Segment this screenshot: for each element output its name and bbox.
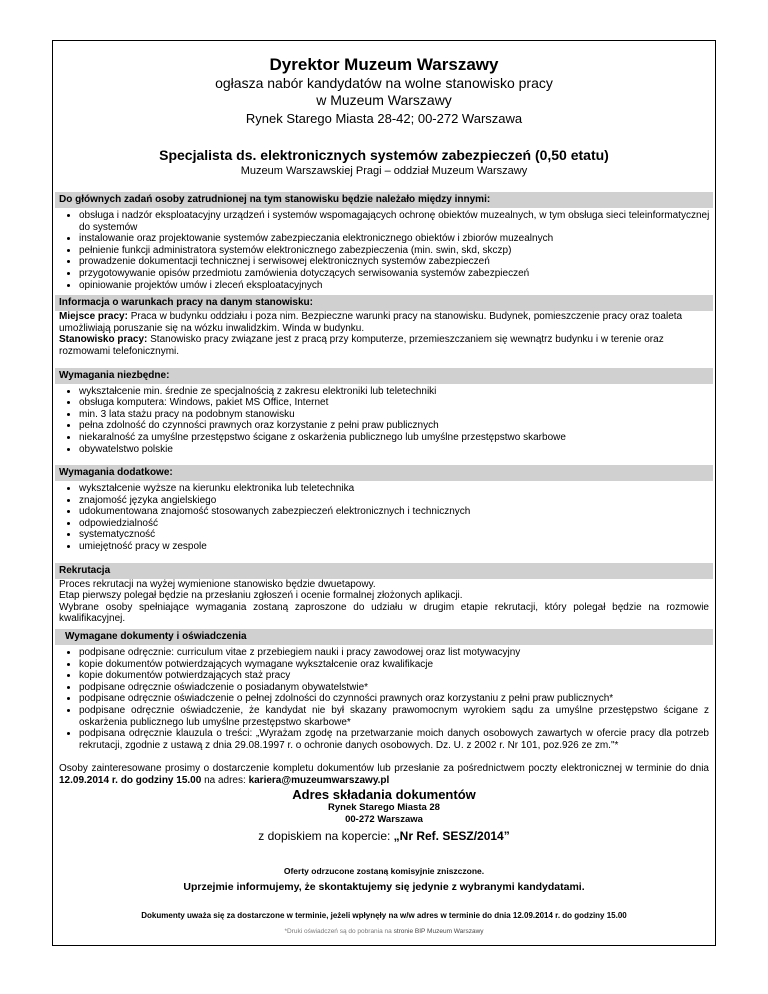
conditions-heading: Informacja o warunkach pracy na danym stanowisku: [55, 295, 713, 311]
footnote [55, 927, 713, 937]
list-item: • pełnienie funkcji administratora systemów elektronicznego zabezpieczenia (min. swin, skd, skczp) [79, 245, 713, 257]
list-item: • udokumentowana znajomość stosowanych zabezpieczeń elektronicznych i technicznych [79, 506, 713, 518]
recruitment-heading: Rekrutacja [55, 563, 713, 579]
additional-section [55, 465, 713, 553]
list-item: • podpisana odręcznie klauzula o treści: „Wyrażam zgodę na przetwarzanie moich danych osobowych zawartych w ofercie pracy dla potrzeb rekrutacji, zgodnie z ustawą z dnia 29.08.1997 r. o ochronie danych osobowych. Dz. U. z 2002 r. Nr 101, poz.926 ze zm."* [79, 728, 709, 751]
list-item: • umiejętność pracy w zespole [79, 541, 713, 553]
address-city: 00-272 Warszawa [345, 813, 423, 825]
position-title: Specjalista ds. elektronicznych systemów zabezpieczeń (0,50 etatu) [159, 147, 609, 163]
place-label: Miejsce pracy: [59, 311, 128, 323]
list-item: • opiniowanie projektów umów i zleceń eksploatacyjnych [79, 280, 713, 292]
required-section [55, 368, 713, 456]
note-prefix: z dopiskiem na kopercie: [258, 828, 394, 843]
list-item: • prowadzenie dokumentacji technicznej i serwisowej elektronicznych systemów zabezpieczeń [79, 256, 713, 268]
additional-heading: Wymagania dodatkowe: [55, 465, 713, 481]
place-text: Praca w budynku oddziału i poza nim. Bezpieczne warunki pracy na stanowisku. Budynek, pomieszczenie pracy oraz toaleta umożliwiają poruszanie się na wózku inwalidzkim. Winda w budynku. [59, 311, 683, 334]
documents-heading: Wymagane dokumenty i oświadczenia [55, 629, 713, 645]
list-item: • kopie dokumentów potwierdzających staż pracy [79, 670, 709, 682]
header-line2: w Muzeum Warszawy [316, 92, 452, 108]
deadline: 12.09.2014 r. do godziny 15.00 [59, 774, 202, 786]
closing-section [55, 763, 713, 936]
header-address: Rynek Starego Miasta 28-42; 00-272 Warszawa [245, 111, 523, 126]
list-item: • wykształcenie wyższe na kierunku elektronika lub teletechnika [79, 483, 713, 495]
duties-section [55, 192, 713, 291]
required-heading: Wymagania niezbędne: [55, 368, 713, 384]
list-item: • obsługa i nadzór eksploatacyjny urządzeń i systemów wspomagających ochronę obiektów muzealnych, w tym obsługa sieci teleinformatycznej do systemów [79, 210, 713, 233]
required-list [55, 386, 713, 456]
conditions-post [55, 334, 713, 357]
department: Muzeum Warszawskiej Pragi – oddział Muzeum Warszawy [240, 165, 528, 177]
recruitment-line3: Wybrane osoby spełniające wymagania zostaną zaproszone do udziału w drugim etapie rekrutacji, który polegał będzie na rozmowie kwalifikacyjnej. [59, 601, 709, 625]
conditions-place [55, 311, 713, 334]
list-item: • obywatelstwo polskie [79, 444, 713, 456]
list-item: • min. 3 lata stażu pracy na podobnym stanowisku [79, 409, 713, 421]
intro-mid: na adres: [201, 774, 249, 786]
list-item: • podpisane odręcznie oświadczenie o posiadanym obywatelstwie* [79, 682, 709, 694]
duties-list [55, 210, 713, 291]
recruitment-section [55, 563, 713, 625]
email-link[interactable]: kariera@muzeumwarszawy.pl [248, 774, 390, 786]
documents-section [55, 629, 713, 751]
list-item: • podpisane odręcznie oświadczenie, że kandydat nie był skazany prawomocnym wyrokiem sądu za umyślne przestępstwo ścigane z oskarżenia publicznego lub umyślne przestępstwo skarbowe* [79, 705, 709, 728]
documents-list [55, 647, 713, 751]
validity-note: Dokumenty uważa się za dostarczone w terminie, jeżeli wpłynęły na w/w adres w terminie do dnia 12.09.2014 r. do godziny 15.00 [141, 910, 627, 920]
address-heading: Adres składania dokumentów [292, 786, 476, 802]
header-line1: ogłasza nabór kandydatów na wolne stanowisko pracy [215, 75, 553, 91]
announcement-page [52, 40, 716, 946]
rejected-note: Oferty odrzucone zostaną komisyjnie zniszczone. [283, 865, 485, 876]
intro-text: Osoby zainteresowane prosimy o dostarczenie kompletu dokumentów lub przesłanie za pośrednictwem poczty elektronicznej w terminie do dnia [59, 763, 709, 775]
recruitment-line2: Etap pierwszy polegał będzie na przesłaniu zgłoszeń i ocenie formalnej złożonych aplikacji. [59, 590, 463, 602]
list-item: • podpisane odręcznie oświadczenie o pełnej zdolności do czynności prawnych oraz korzystaniu z pełni praw publicznych* [79, 693, 709, 705]
list-item: • kopie dokumentów potwierdzających wymagane wykształcenie oraz kwalifikacje [79, 659, 709, 671]
list-item: • wykształcenie min. średnie ze specjalnością z zakresu elektroniki lub teletechniki [79, 386, 713, 398]
address-street: Rynek Starego Miasta 28 [328, 801, 440, 813]
list-item: • systematyczność [79, 529, 713, 541]
bip-link[interactable]: stronie BIP Muzeum Warszawy [393, 927, 484, 935]
page-title: Dyrektor Muzeum Warszawy [269, 55, 499, 74]
envelope-note [55, 828, 713, 844]
list-item: • obsługa komputera: Windows, pakiet MS Office, Internet [79, 397, 713, 409]
list-item: • instalowanie oraz projektowanie systemów zabezpieczania elektronicznego obiektów i zbiorów muzealnych [79, 233, 713, 245]
closing-intro [55, 763, 713, 786]
list-item: • znajomość języka angielskiego [79, 495, 713, 507]
list-item: • podpisane odręcznie: curriculum vitae z przebiegiem nauki i pracy zawodowej oraz list motywacyjny [79, 647, 709, 659]
list-item: • odpowiedzialność [79, 518, 713, 530]
list-item: • niekaralność za umyślne przestępstwo ścigane z oskarżenia publicznego lub umyślne przestępstwo skarbowe [79, 432, 713, 444]
contact-note: Uprzejmie informujemy, że skontaktujemy się jedynie z wybranymi kandydatami. [183, 880, 585, 893]
header [53, 55, 715, 178]
conditions-section [55, 295, 713, 357]
list-item: • przygotowywanie opisów przedmiotu zamówienia dotyczących serwisowania systemów zabezpieczeń [79, 268, 713, 280]
footnote-prefix: *Druki oświadczeń są do pobrania na [284, 927, 394, 935]
additional-list [55, 483, 713, 553]
post-label: Stanowisko pracy: [59, 334, 148, 346]
post-text: Stanowisko pracy związane jest z pracą przy komputerze, przemieszczaniem się wewnątrz budynku i w terenie oraz rozmowami telefonicznymi. [59, 334, 664, 357]
duties-heading: Do głównych zadań osoby zatrudnionej na tym stanowisku będzie należało między innymi: [55, 192, 713, 208]
recruitment-line1: Proces rekrutacji na wyżej wymienione stanowisko będzie dwuetapowy. [59, 578, 376, 590]
list-item: • pełna zdolność do czynności prawnych oraz korzystanie z pełni praw publicznych [79, 420, 713, 432]
note-ref: „Nr Ref. SESZ/2014” [393, 828, 510, 843]
